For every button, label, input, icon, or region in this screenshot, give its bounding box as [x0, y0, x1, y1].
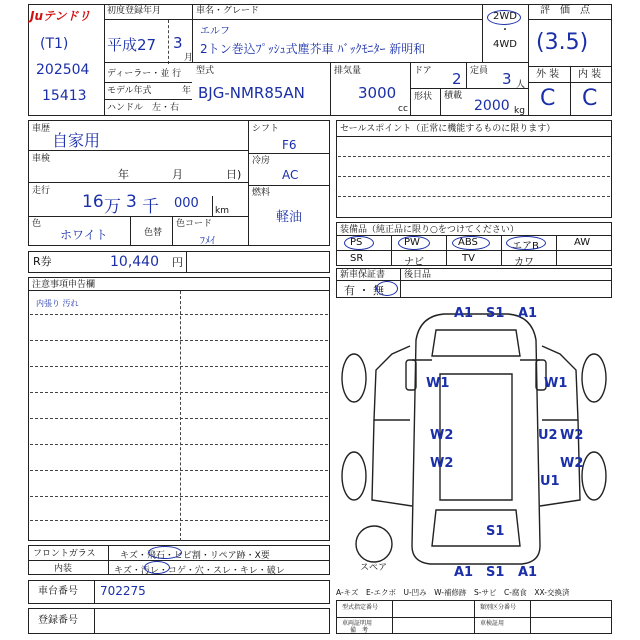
- load-value: 2000: [474, 98, 510, 114]
- model-year-label: モデル年式: [107, 86, 152, 96]
- after-label: 後日品: [404, 270, 432, 280]
- equip-ps: PS: [350, 237, 363, 248]
- equip-pw: PW: [404, 237, 420, 248]
- equip-ps-circle: [344, 236, 374, 250]
- footer-memo: 備 考: [350, 627, 369, 634]
- lot-date: 202504: [36, 62, 90, 78]
- warranty-label: 新車保証書: [340, 270, 386, 280]
- ext-grade: C: [540, 86, 556, 111]
- dmg-mark: W1: [426, 376, 450, 391]
- model-year-unit: 年: [182, 86, 192, 96]
- dmg-mark: W2: [430, 456, 454, 471]
- door-value: 2: [452, 70, 462, 88]
- dmg-mark: A1: [454, 306, 474, 321]
- disp-value: 3000: [358, 84, 397, 102]
- mileage-unit: km: [215, 206, 229, 216]
- notes-frame: [28, 277, 330, 541]
- cap-label: 定員: [470, 66, 489, 76]
- dmg-mark: A1: [454, 565, 474, 580]
- color-code: ﾌﾒｲ: [200, 236, 215, 247]
- color-label: 色: [32, 219, 42, 229]
- disp-label: 排気量: [334, 66, 362, 76]
- dmg-mark: W2: [430, 428, 454, 443]
- equip-aw: AW: [574, 237, 591, 248]
- shape-label: 形状: [414, 92, 433, 102]
- regno-label: 登録番号: [38, 615, 78, 626]
- reg-label: 初度登録年月: [107, 6, 162, 16]
- logo-text: Juテンドリ: [30, 9, 91, 23]
- color-change-label: 色替: [144, 228, 163, 238]
- lot-number: 15413: [42, 88, 87, 104]
- equip-airbag: エアB: [512, 241, 539, 252]
- ac-label: 冷房: [252, 156, 271, 166]
- door-label: ドア: [414, 66, 432, 76]
- dmg-mark: W2: [560, 428, 584, 443]
- equip-airbag-circle: [506, 236, 546, 250]
- equip-sr: SR: [350, 253, 364, 264]
- glass-items: キズ・飛石・ヒビ割・リペア跡・X要: [120, 551, 270, 561]
- spare-label: スペア: [360, 563, 388, 573]
- chassis-label: 車台番号: [38, 586, 78, 597]
- sales-frame: [336, 120, 612, 218]
- dealer-label: ディーラー・並 行: [107, 69, 182, 79]
- equip-tv: TV: [462, 253, 475, 264]
- mileage-sen: 3: [126, 192, 137, 212]
- mileage-rest: 000: [174, 196, 199, 211]
- int-grade: C: [582, 86, 598, 111]
- recycle-unit: 円: [172, 256, 183, 269]
- dmg-mark: S1: [486, 306, 505, 321]
- fuel-label: 燃料: [252, 188, 271, 198]
- color-code-label: 色コード: [176, 219, 213, 229]
- car-grade: 2トン巻込ﾌﾟｯｼｭ式塵芥車 ﾊﾞｯｸﾓﾆﾀｰ 新明和: [200, 42, 426, 56]
- dmg-mark: W2: [560, 456, 584, 471]
- dmg-mark: S1: [486, 565, 505, 580]
- mileage-label: 走行: [32, 186, 51, 196]
- shift-label: シフト: [252, 124, 280, 134]
- recycle-label: R券: [33, 255, 52, 268]
- dmg-mark: A1: [518, 306, 538, 321]
- drive-4wd: 4WD: [493, 39, 517, 50]
- drive-2wd: 2WD: [493, 11, 517, 22]
- score-value: (3.5): [536, 30, 589, 55]
- equip-label: 装備品（純正品に限り○をつけてください）: [340, 225, 519, 235]
- color-value: ホワイト: [60, 228, 108, 242]
- glass-circle: [148, 546, 182, 559]
- footer-shaken-label: 車検証用: [480, 620, 505, 627]
- interior-items: キズ・汚レ・コゲ・穴・スレ・キレ・破レ: [114, 566, 285, 576]
- type-value: BJG-NMR85AN: [198, 84, 305, 102]
- damage-legend: A-キズ E-エクボ U-凹み W-補修跡 S-サビ C-腐食 XX-交換済: [336, 588, 570, 597]
- slot-code: (T1): [40, 36, 69, 52]
- notes-text: 内張り 汚れ: [36, 299, 79, 308]
- load-unit: kg: [514, 106, 525, 116]
- load-label: 積載: [444, 91, 463, 101]
- drive-2wd-circle: [487, 10, 521, 25]
- equip-leather: カワ: [514, 257, 534, 268]
- type-label: 型式: [196, 66, 215, 76]
- interior-circle: [144, 561, 170, 574]
- equip-abs-circle: [452, 236, 490, 250]
- inspection-label: 車検: [32, 154, 51, 164]
- dmg-mark: W1: [544, 376, 568, 391]
- equip-navi: ナビ: [404, 257, 424, 268]
- logo: [30, 5, 104, 23]
- notes-label: 注意事項申告欄: [32, 280, 96, 290]
- drive-select: 2WD ・ 4WD: [482, 10, 528, 52]
- reg-month-unit: 月: [184, 53, 194, 63]
- dmg-mark: U2: [538, 428, 558, 443]
- handle-label: ハンドル 左・右: [107, 103, 180, 113]
- disp-unit: cc: [398, 104, 408, 114]
- recycle-value: 10,440: [110, 254, 159, 270]
- equip-pw-circle: [398, 236, 430, 250]
- use-label: 車歴: [32, 124, 51, 134]
- equip-abs: ABS: [458, 237, 478, 248]
- glass-label: フロントガラス: [33, 549, 96, 559]
- footer-cert-label: 車両証明用: [342, 620, 373, 627]
- ac-value: AC: [282, 168, 299, 182]
- chassis-value: 702275: [100, 584, 146, 598]
- dmg-mark: A1: [518, 565, 538, 580]
- sales-label: セールスポイント（正常に機能するものに限ります）: [340, 124, 556, 134]
- ext-label: 外 装: [536, 69, 560, 80]
- car-model: エルフ: [200, 26, 230, 37]
- warranty-none-circle: [376, 281, 398, 296]
- footer-class-label: 類別区分番号: [480, 604, 517, 611]
- dmg-mark: S1: [486, 524, 505, 539]
- reg-era: 平成27: [107, 36, 157, 54]
- interior-label: 内装: [54, 564, 73, 574]
- warranty-value: 有 ・ 無: [344, 284, 384, 297]
- dmg-mark: U1: [540, 474, 560, 489]
- name-label: 車名・グレード: [196, 6, 260, 16]
- footer-type-label: 型式指定番号: [342, 604, 379, 611]
- mileage-man: 16: [82, 192, 104, 212]
- use-value: 自家用: [52, 131, 101, 150]
- shift-value: F6: [282, 138, 297, 152]
- fuel-value: 軽油: [276, 210, 303, 225]
- cap-unit: 人: [516, 80, 526, 90]
- cap-value: 3: [502, 70, 512, 88]
- score-label: 評 価 点: [540, 5, 590, 16]
- reg-month: 3: [173, 34, 183, 52]
- int-label: 内 装: [578, 69, 602, 80]
